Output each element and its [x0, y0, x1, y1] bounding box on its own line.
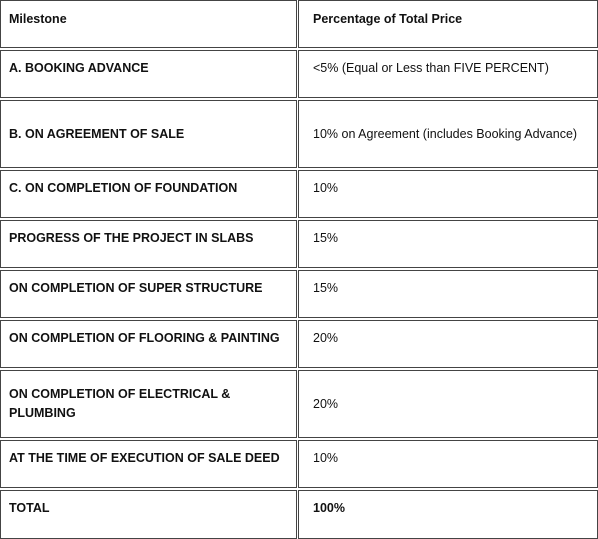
percentage-cell: 10%	[313, 181, 339, 195]
table-row-percentage	[298, 270, 598, 318]
header-percentage-label: Percentage of Total Price	[313, 12, 463, 26]
milestone-cell: ON COMPLETION OF SUPER STRUCTURE	[9, 281, 263, 295]
table-row-percentage	[298, 370, 598, 438]
table-row-milestone	[0, 440, 297, 488]
percentage-cell: 20%	[313, 396, 339, 411]
percentage-cell: 15%	[313, 281, 339, 295]
table-row-milestone	[0, 270, 297, 318]
milestone-cell: ON COMPLETION OF FLOORING & PAINTING	[9, 331, 280, 345]
table-row-percentage	[298, 100, 598, 168]
table-row-percentage	[298, 50, 598, 98]
total-value: 100%	[313, 501, 345, 515]
percentage-cell: 10%	[313, 451, 339, 465]
table-row-milestone	[0, 100, 297, 168]
milestone-cell: PROGRESS OF THE PROJECT IN SLABS	[9, 231, 254, 245]
header-milestone	[0, 0, 297, 48]
percentage-cell: <5% (Equal or Less than FIVE PERCENT)	[313, 61, 549, 75]
table-row-total-percentage	[298, 490, 598, 539]
milestone-cell: B. ON AGREEMENT OF SALE	[9, 126, 185, 141]
table-row-percentage	[298, 220, 598, 268]
milestone-cell: AT THE TIME OF EXECUTION OF SALE DEED	[9, 451, 280, 465]
table-row-milestone	[0, 370, 297, 438]
header-percentage	[298, 0, 598, 48]
percentage-cell: 20%	[313, 331, 339, 345]
header-milestone-label: Milestone	[9, 12, 67, 26]
table-row-milestone	[0, 220, 297, 268]
percentage-cell: 10% on Agreement (includes Booking Advance)	[313, 126, 578, 141]
table-row-milestone	[0, 50, 297, 98]
table-row-percentage	[298, 440, 598, 488]
milestone-cell: ON COMPLETION OF ELECTRICAL & PLUMBING	[9, 387, 231, 420]
table-row-milestone	[0, 320, 297, 368]
table-row-milestone	[0, 170, 297, 218]
table-row-percentage	[298, 170, 598, 218]
milestone-cell: C. ON COMPLETION OF FOUNDATION	[9, 181, 238, 195]
table-row-percentage	[298, 320, 598, 368]
table-row-total-milestone	[0, 490, 297, 539]
milestone-cell: A. BOOKING ADVANCE	[9, 61, 149, 75]
total-label: TOTAL	[9, 501, 50, 515]
percentage-cell: 15%	[313, 231, 339, 245]
